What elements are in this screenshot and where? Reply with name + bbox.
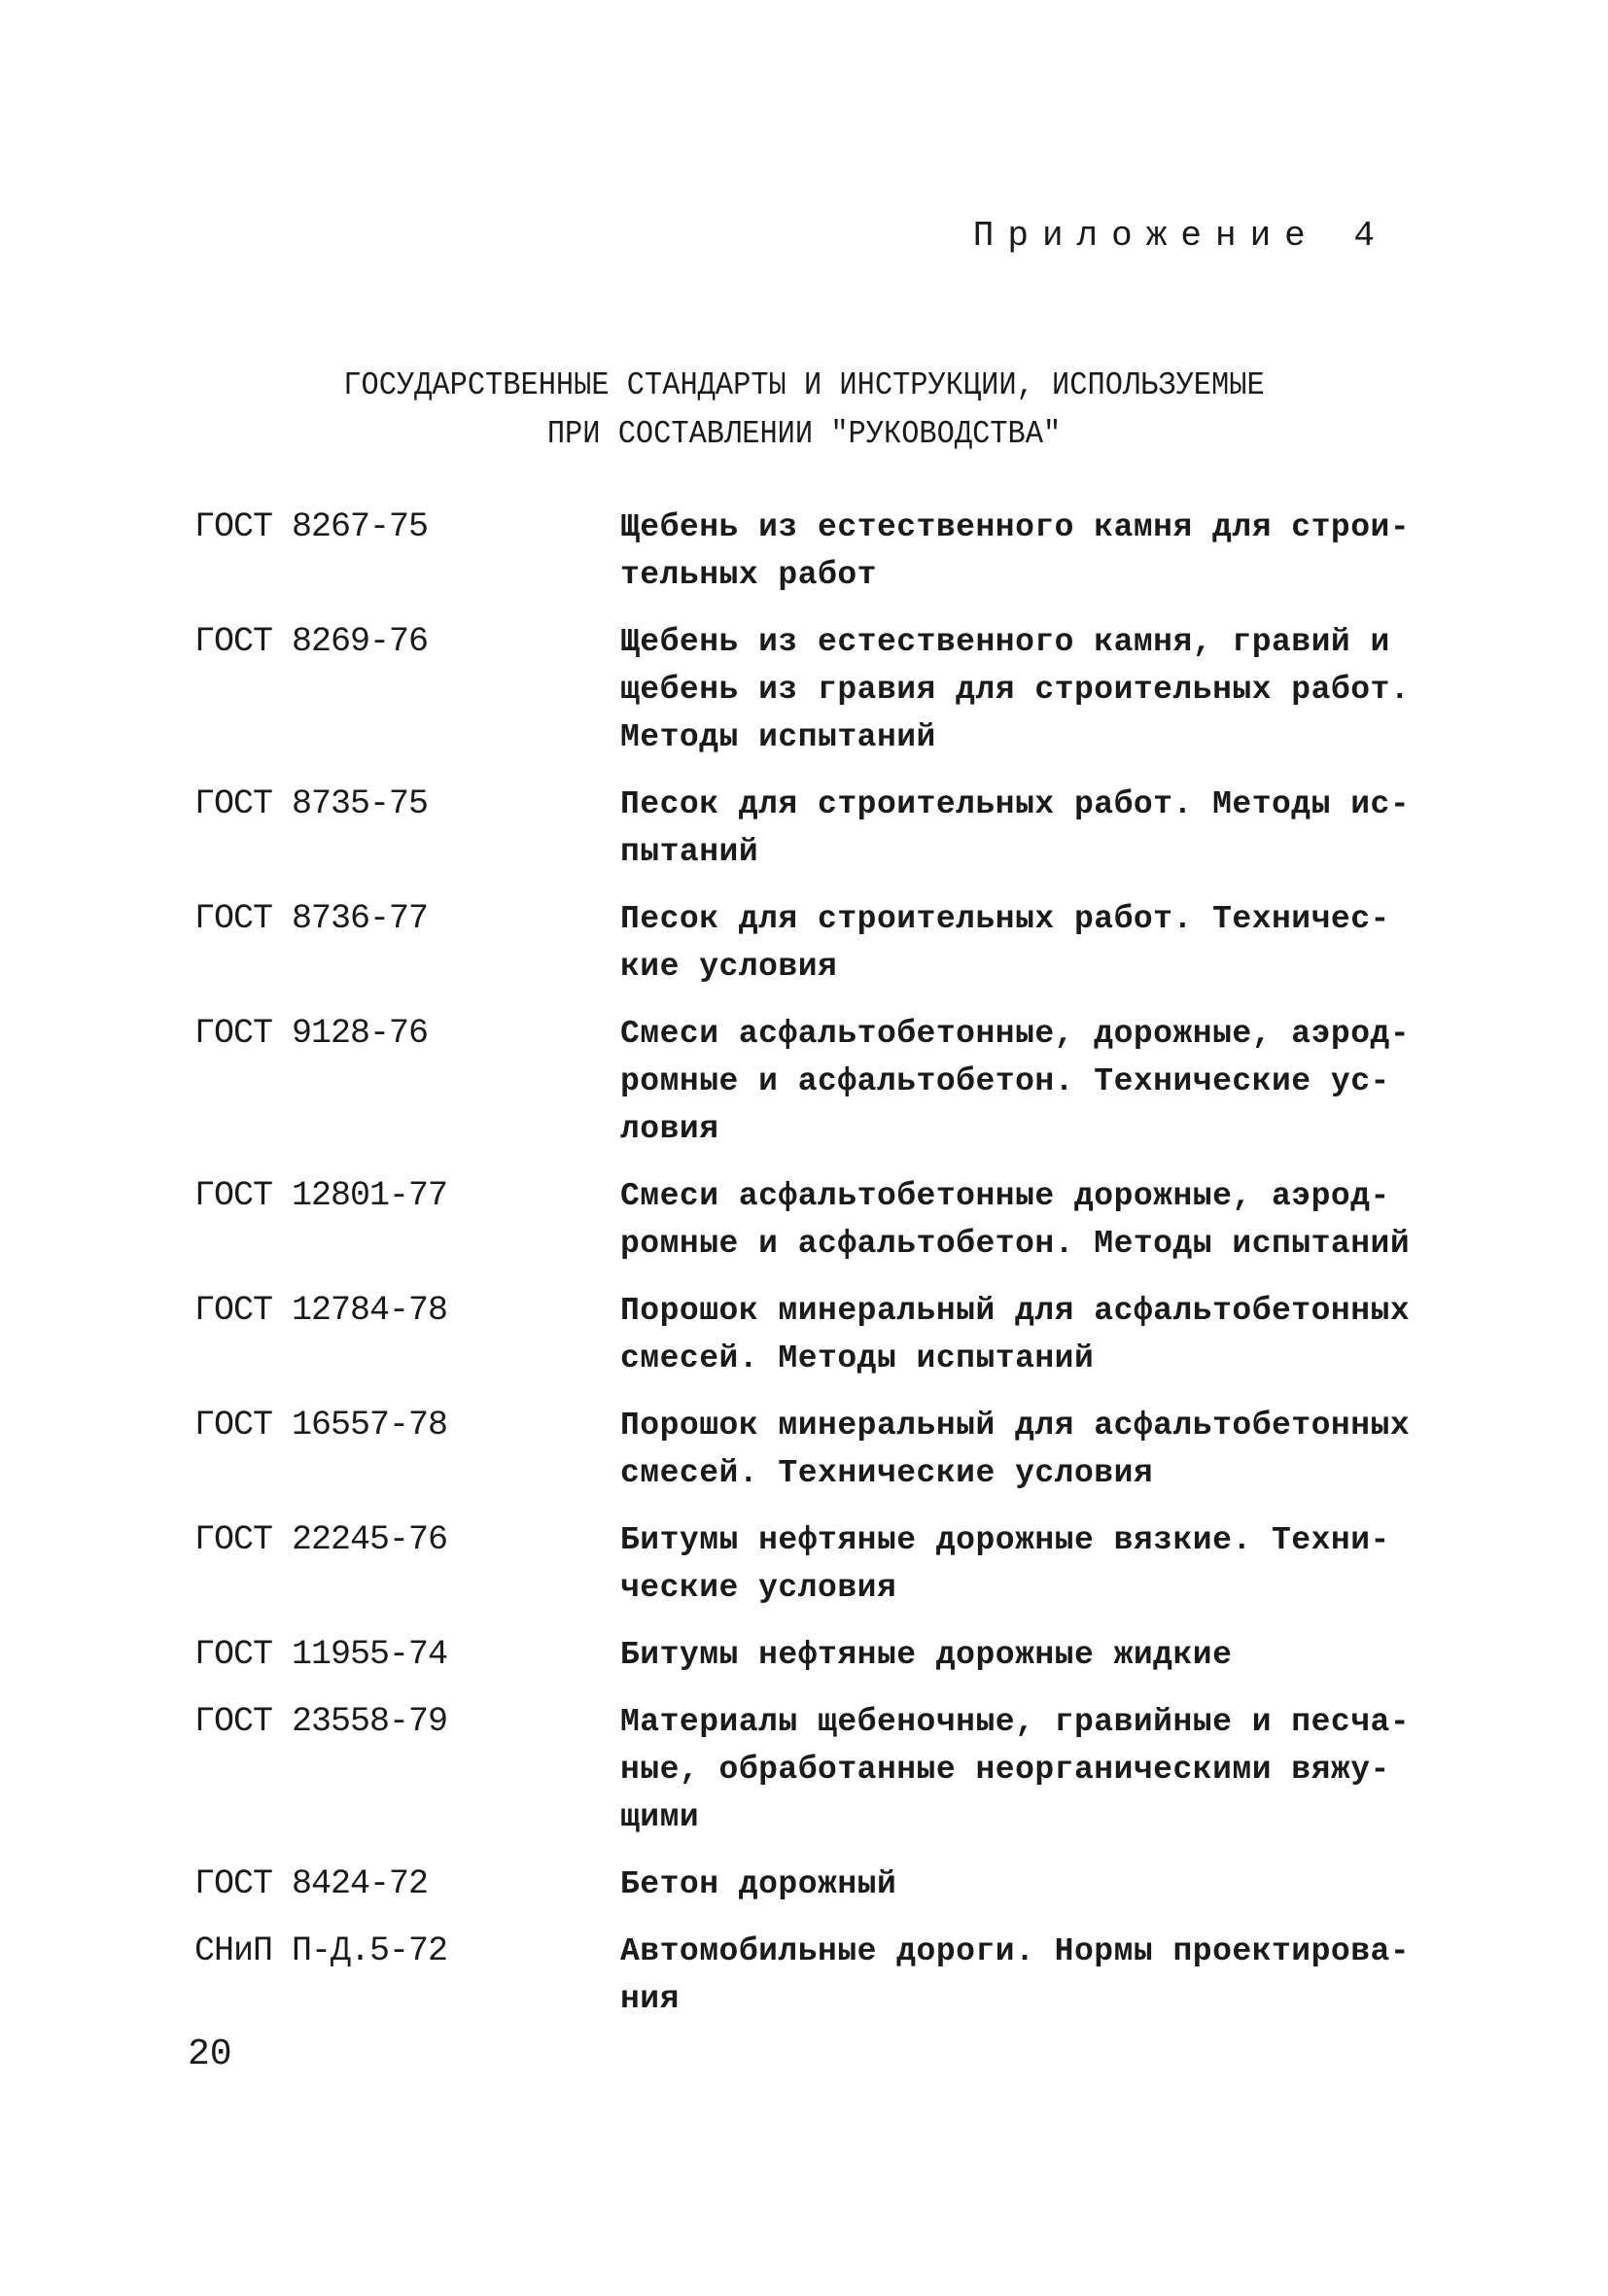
standard-title: Битумы нефтяные дорожные вязкие. Техни- ческие условия: [620, 1522, 1390, 1606]
title-line-1: ГОСУДАРСТВЕННЫЕ СТАНДАРТЫ И ИНСТРУКЦИИ, ИСПОЛЬЗУЕМЫЕ: [343, 367, 1265, 403]
standard-title: Щебень из естественного камня для строи- тельных работ: [620, 509, 1411, 593]
list-item: [194, 1928, 1419, 2023]
page-title: [64, 362, 1544, 459]
standard-title: Щебень из естественного камня, гравий и щебень из гравия для строительных работ. Методы испытаний: [620, 624, 1411, 755]
list-item: [194, 1631, 1419, 1679]
standard-title: Материалы щебеночные, гравийные и песча- ные, обработанные неорганическими вяжу- щими: [620, 1704, 1411, 1835]
list-item: [194, 1698, 1419, 1841]
standard-title: Смеси асфальтобетонные, дорожные, аэрод- ромные и асфальтобетон. Технические ус- ловия: [620, 1016, 1411, 1147]
list-item: [194, 1861, 1419, 1908]
standard-code: ГОСТ 16557-78: [194, 1406, 448, 1444]
title-line-2: ПРИ СОСТАВЛЕНИИ "РУКОВОДСТВА": [546, 416, 1062, 452]
list-item: [194, 895, 1419, 991]
standard-code: ГОСТ 12801-77: [194, 1176, 448, 1215]
standard-title: Песок для строительных работ. Техничес- кие условия: [620, 901, 1390, 985]
standard-title: Автомобильные дороги. Нормы проектирова- ния: [620, 1933, 1411, 2017]
standard-title: Смеси асфальтобетонные дорожные, аэрод- ромные и асфальтобетон. Методы испытаний: [620, 1178, 1411, 1262]
standard-code: ГОСТ 12784-78: [194, 1291, 448, 1330]
standard-code: ГОСТ 8736-77: [194, 899, 429, 938]
standard-code: ГОСТ 8735-75: [194, 784, 429, 823]
standard-title: Порошок минеральный для асфальтобетонных смесей. Методы испытаний: [620, 1293, 1411, 1376]
standard-code: ГОСТ 8267-75: [194, 507, 429, 546]
standard-code: СНиП П-Д.5-72: [194, 1931, 448, 1970]
page-number: 20: [188, 2034, 232, 2075]
standard-code: ГОСТ 8269-76: [194, 622, 429, 661]
list-item: [194, 1516, 1419, 1612]
standard-code: ГОСТ 23558-79: [194, 1702, 448, 1741]
list-item: [194, 1402, 1419, 1497]
standard-title: Песок для строительных работ. Методы ис- пытаний: [620, 786, 1411, 870]
standard-title: Битумы нефтяные дорожные жидкие: [620, 1637, 1233, 1673]
appendix-label: Приложение 4: [972, 216, 1388, 256]
list-item: [194, 1287, 1419, 1382]
list-item: [194, 618, 1419, 761]
standard-code: ГОСТ 8424-72: [194, 1864, 429, 1903]
list-item: [194, 781, 1419, 876]
list-item: [194, 1172, 1419, 1268]
list-item: [194, 1010, 1419, 1153]
standard-title: Бетон дорожный: [620, 1866, 897, 1902]
standard-title: Порошок минеральный для асфальтобетонных смесей. Технические условия: [620, 1408, 1411, 1491]
standard-code: ГОСТ 9128-76: [194, 1014, 429, 1053]
standard-code: ГОСТ 22245-76: [194, 1520, 448, 1559]
standards-list: [194, 504, 1419, 2042]
standard-code: ГОСТ 11955-74: [194, 1635, 448, 1674]
list-item: [194, 504, 1419, 599]
